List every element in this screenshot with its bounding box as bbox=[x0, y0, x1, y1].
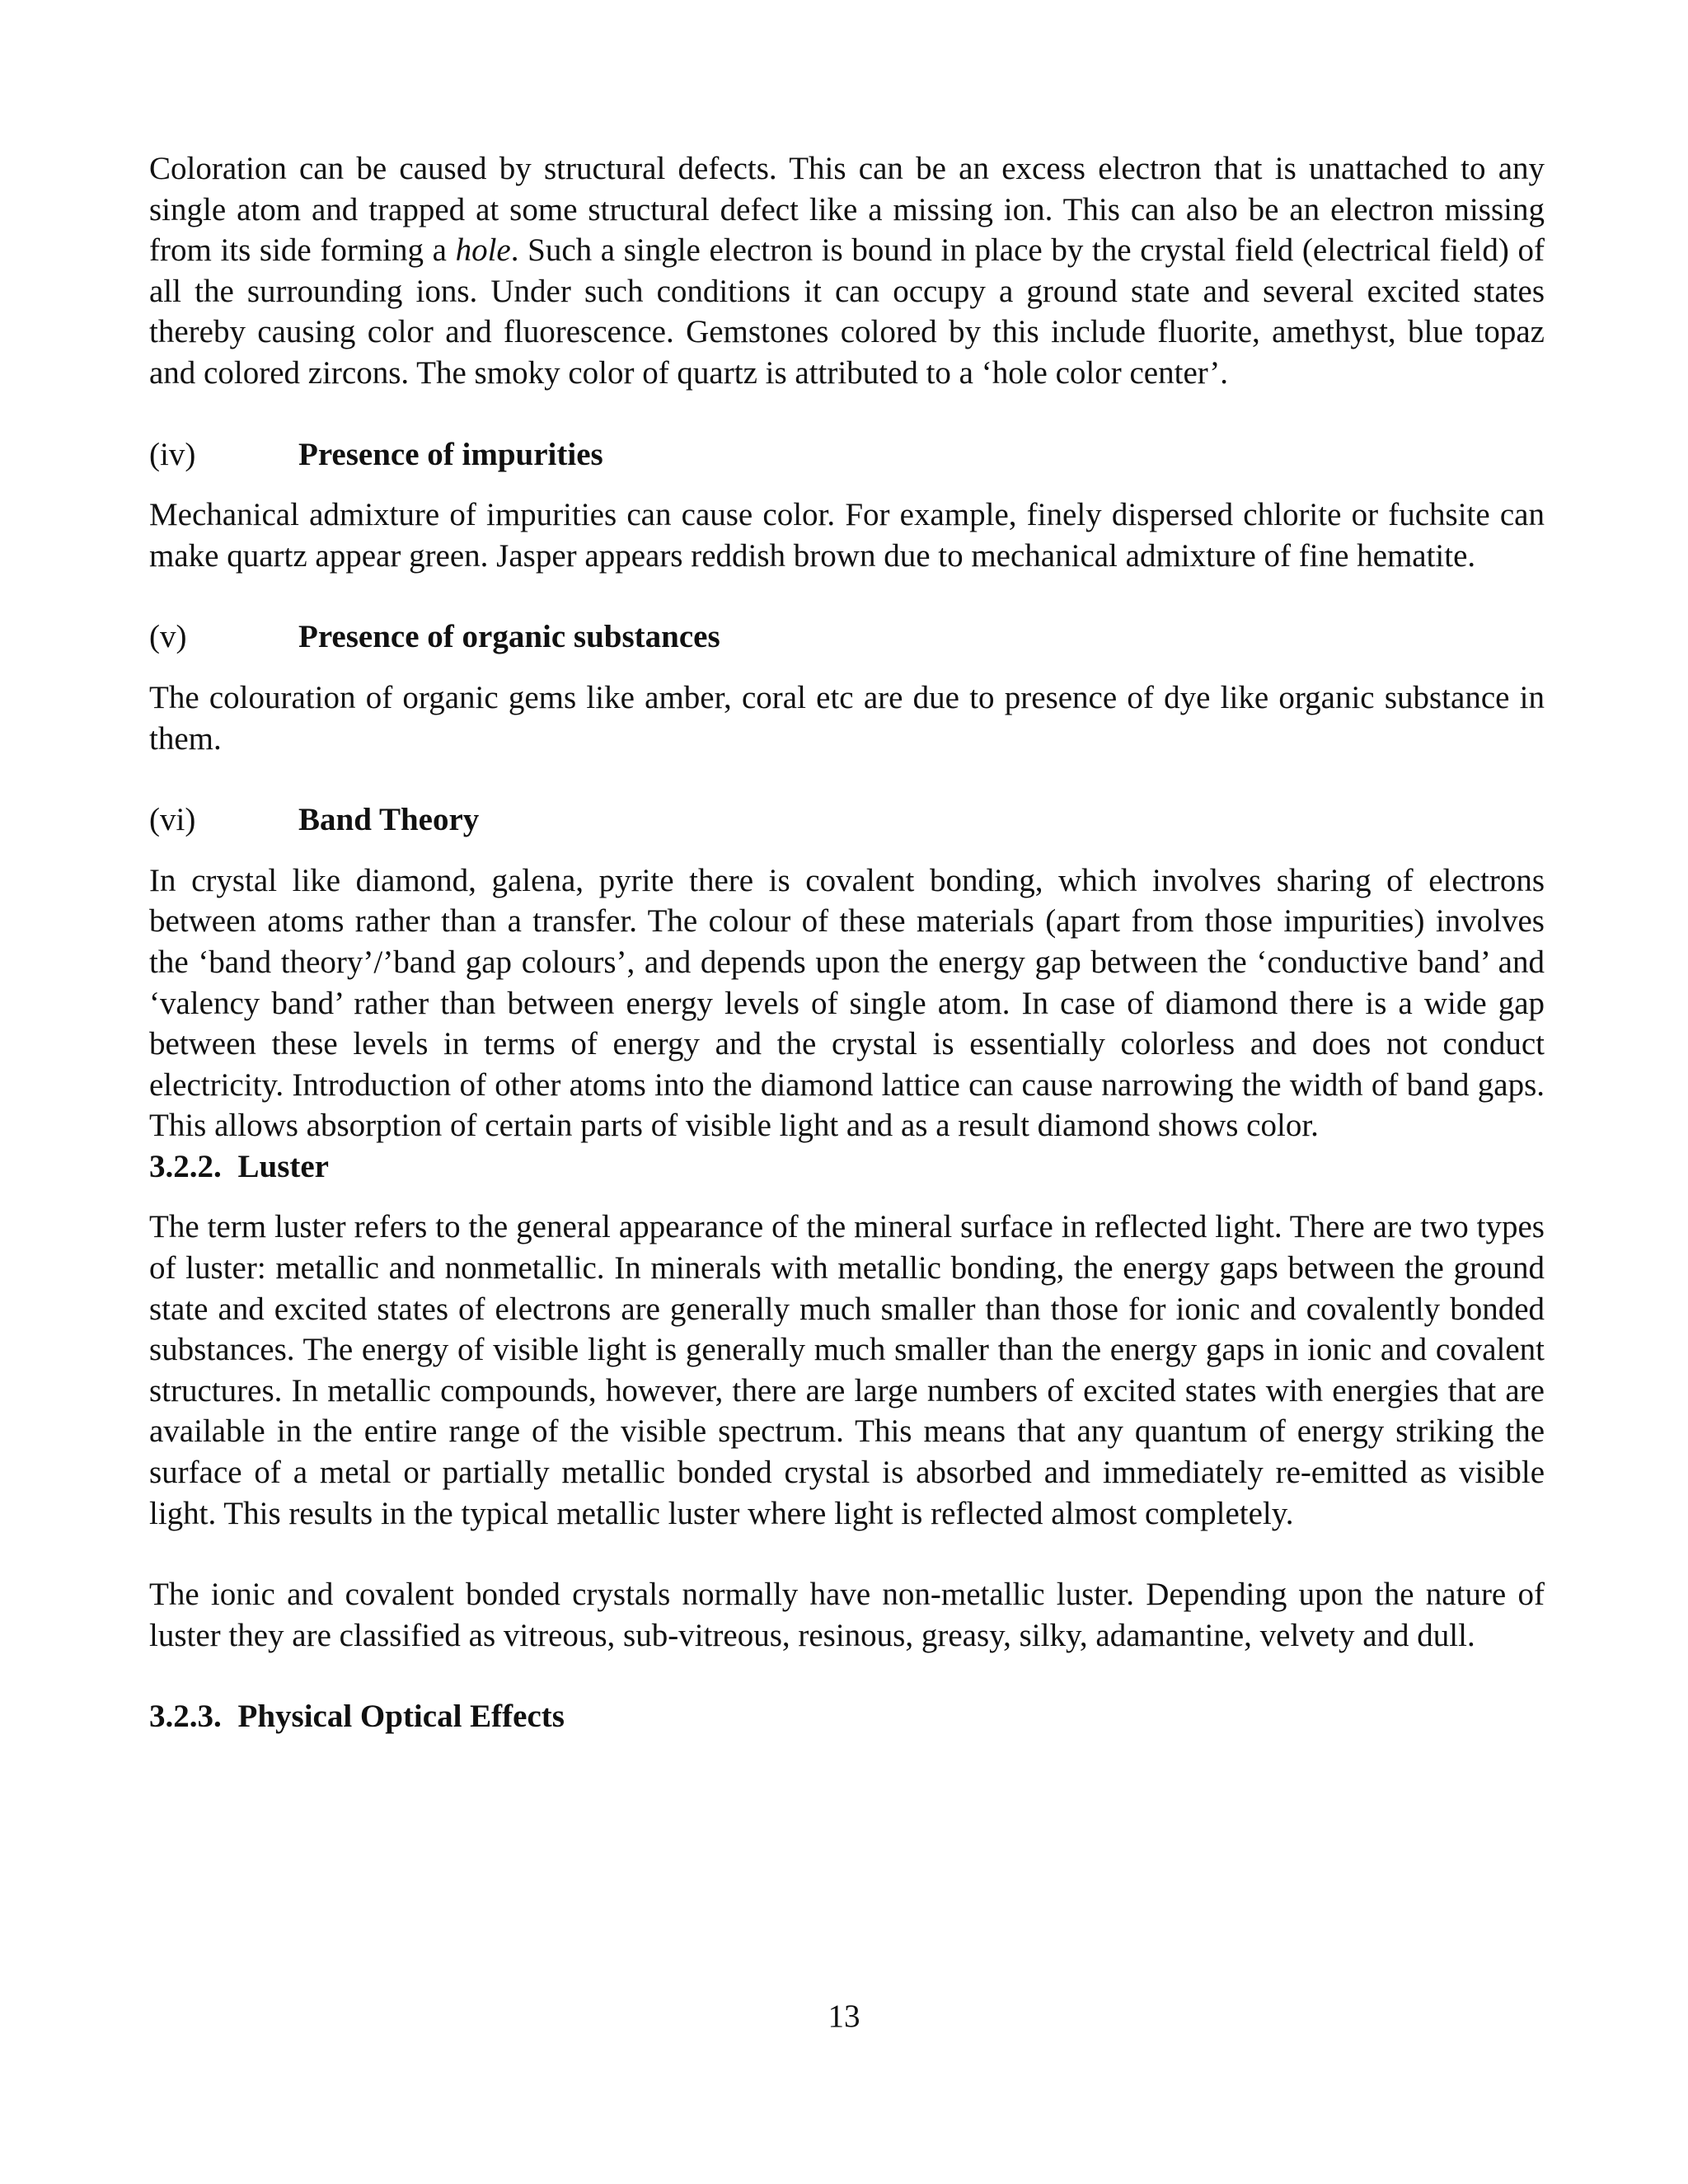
subheading-title: Presence of organic substances bbox=[298, 619, 720, 655]
subheading-number: (v) bbox=[149, 619, 187, 655]
subheading-presence-of-impurities bbox=[149, 434, 1545, 476]
paragraph-luster: The term luster refers to the general appearance of the mineral surface in reflected light. There are two types of luster: metallic and nonmetallic. In minerals with metallic bonding, the energy gaps between the ground state and excited states of electrons are generally much smaller than those for ionic and covalently bonded substances. The energy of visible light is generally much smaller than the energy gaps in ionic and covalent structures. In metallic compounds, however, there are large numbers of excited states with energies that are available in the entire range of the visible spectrum. This means that any quantum of energy striking the surface of a metal or partially metallic bonded crystal is absorbed and immediately re-emitted as visible light. This results in the typical metallic luster where light is reflected almost completely. bbox=[149, 1209, 1545, 1531]
subheading-band-theory bbox=[149, 799, 1545, 841]
section-title: Luster bbox=[237, 1148, 329, 1184]
section-heading-luster bbox=[149, 1146, 1545, 1188]
paragraph-organic-substances: The colouration of organic gems like amber, coral etc are due to presence of dye like organic substance in them. bbox=[149, 679, 1545, 757]
section-heading-physical-optical-effects bbox=[149, 1696, 1545, 1737]
paragraph-text: Coloration can be caused by structural defects. This can be an excess electron that is unattached to any single atom and trapped at some structural defect like a missing ion. This can also be an electron missing from its side forming a bbox=[149, 151, 1545, 269]
document-page bbox=[149, 148, 1545, 1737]
paragraph-impurities: Mechanical admixture of impurities can cause color. For example, finely dispersed chlorite or fuchsite can make quartz appear green. Jasper appears reddish brown due to mechanical admixture of fine hematite. bbox=[149, 497, 1545, 574]
subheading-number: (iv) bbox=[149, 436, 196, 472]
section-number: 3.2.3. bbox=[149, 1699, 222, 1735]
paragraph-text: . Such a single electron is bound in place by the crystal field (electrical field) of all the surrounding ions. Under such conditions it can occupy a ground state and several excited states thereby causing color and fluorescence. Gemstones colored by this include fluorite, amethyst, blue topaz and colored zircons. The smoky color of quartz is attributed to a ‘hole color center’. bbox=[149, 232, 1545, 391]
section-number: 3.2.2. bbox=[149, 1148, 222, 1184]
page-number: 13 bbox=[828, 1999, 860, 2034]
paragraph-band-theory: In crystal like diamond, galena, pyrite there is covalent bonding, which involves sharing of electrons between atoms rather than a transfer. The colour of these materials (apart from those impurities) involves the ‘band theory’/’band gap colours’, and depends upon the energy gap between the ‘conductive band’ and ‘valency band’ rather than between energy levels of single atom. In case of diamond there is a wide gap between these levels in terms of energy and the crystal is essentially colorless and does not conduct electricity. Introduction of other atoms into the diamond lattice can cause narrowing the width of band gaps. This allows absorption of certain parts of visible light and as a result diamond shows color. bbox=[149, 862, 1545, 1144]
subheading-title: Band Theory bbox=[298, 802, 480, 838]
paragraph-color-centers bbox=[149, 148, 1545, 394]
subheading-presence-of-organic-substances bbox=[149, 616, 1545, 658]
section-title: Physical Optical Effects bbox=[237, 1699, 565, 1735]
subheading-title: Presence of impurities bbox=[298, 436, 603, 472]
paragraph-non-metallic-luster: The ionic and covalent bonded crystals normally have non-metallic luster. Depending upon the nature of luster they are classified as vitreous, sub-vitreous, resinous, greasy, silky, adamantine, velvety and dull. bbox=[149, 1577, 1545, 1653]
emphasis-hole: hole bbox=[455, 232, 511, 269]
subheading-number: (vi) bbox=[149, 802, 196, 838]
